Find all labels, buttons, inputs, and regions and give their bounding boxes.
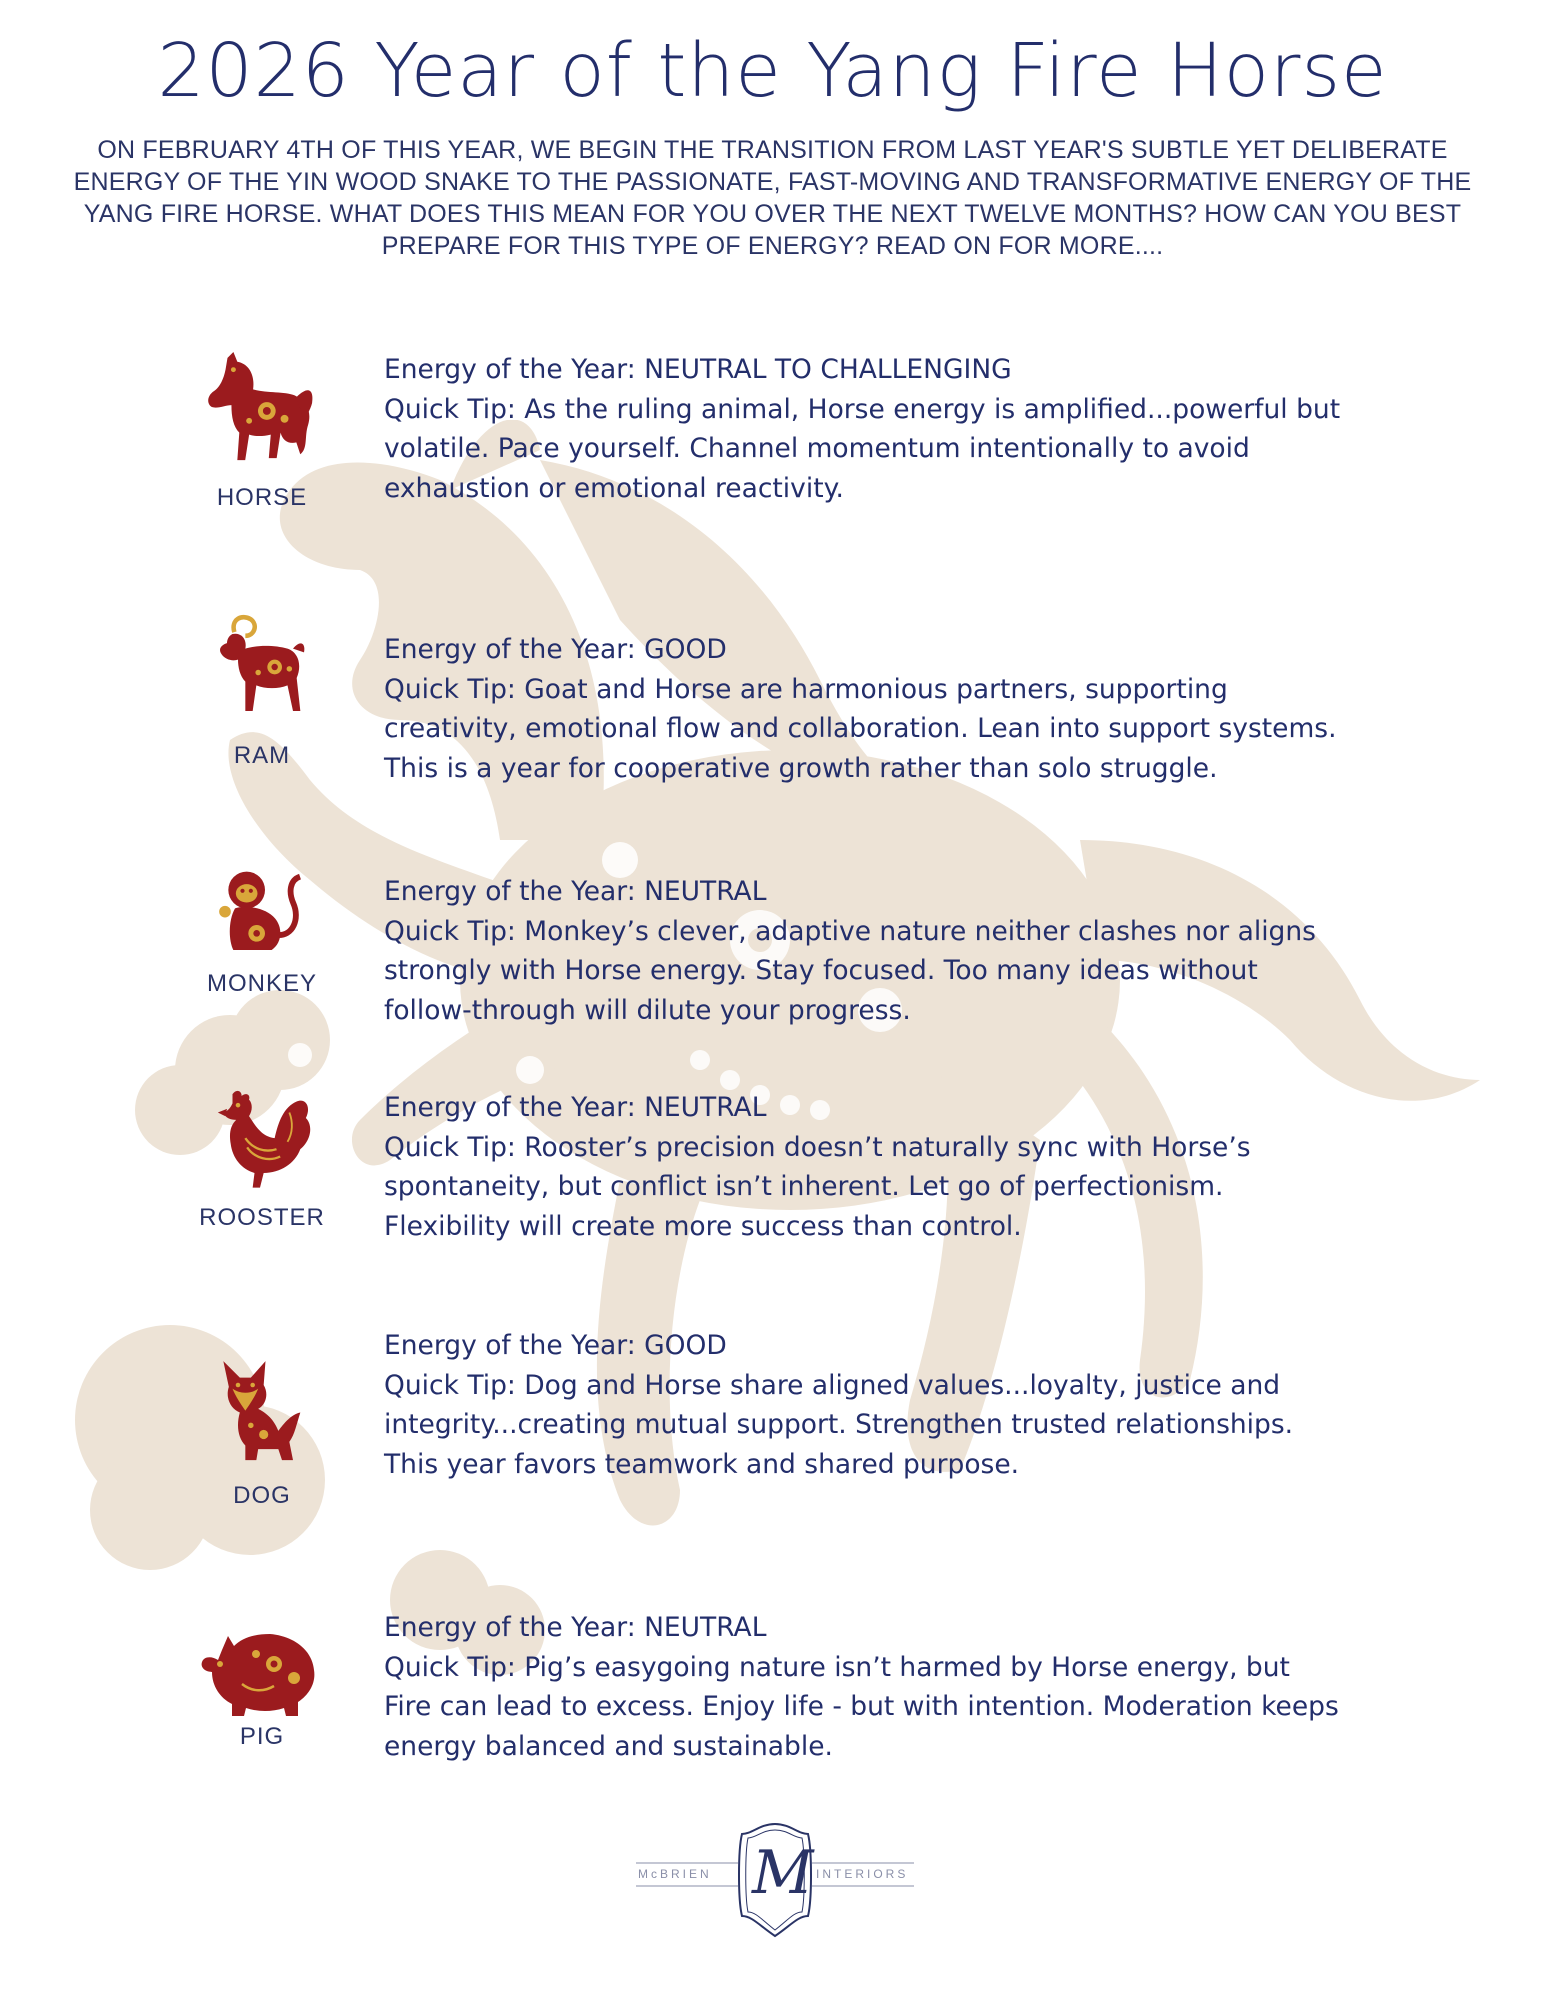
quick-tip: Quick Tip: Rooster’s precision doesn’t naturally sync with Horse’s spontaneity, but conflict isn’t inherent. Let go of perfectionism. Flexibility will create more success than control. (384, 1131, 1251, 1242)
page-title: 2026 Year of the Yang Fire Horse (157, 28, 1388, 114)
intro-paragraph: ON FEBRUARY 4TH OF THIS YEAR, WE BEGIN THE TRANSITION FROM LAST YEAR'S SUBTLE YET DELIBERATE ENERGY OF THE YIN WOOD SNAKE TO THE PASSIONATE, FAST-MOVING AND TRANSFORMATIVE ENERGY OF THE YANG FIRE HORSE. WHAT DOES THIS MEAN FOR YOU OVER THE NEXT TWELVE MONTHS? HOW CAN YOU BEST PREPARE FOR THIS TYPE OF ENERGY? READ ON FOR MORE.... (73, 136, 1472, 260)
logo-monogram: M (752, 1838, 814, 1908)
logo-text-mcbrien: McBRIEN (638, 1867, 712, 1881)
animal-label-monkey: MONKEY (206, 970, 317, 997)
animal-label-dog: DOG (233, 1482, 291, 1509)
mcbrien-interiors-logo (630, 1820, 920, 1940)
quick-tip: Quick Tip: Dog and Horse share aligned values...loyalty, justice and integrity...creating mutual support. Strengthen trusted relationships. This year favors teamwork and shared purpose. (384, 1369, 1294, 1480)
energy-rating: Energy of the Year: NEUTRAL (384, 1612, 767, 1643)
entry-text-rooster (384, 1088, 1344, 1246)
energy-rating: Energy of the Year: NEUTRAL (384, 876, 767, 907)
animal-label-ram: RAM (233, 742, 291, 769)
animal-label-rooster: ROOSTER (199, 1204, 325, 1231)
animal-label-horse: HORSE (216, 484, 308, 511)
rooster-icon (205, 1085, 315, 1195)
horse-icon (198, 350, 316, 468)
entry-text-horse (384, 350, 1344, 508)
energy-rating: Energy of the Year: NEUTRAL TO CHALLENGING (384, 354, 1012, 385)
energy-rating: Energy of the Year: NEUTRAL (384, 1092, 767, 1123)
quick-tip: Quick Tip: Goat and Horse are harmonious partners, supporting creativity, emotional flow and collaboration. Lean into support systems. This is a year for cooperative growth rather than solo struggle. (384, 673, 1337, 784)
entry-text-ram (384, 630, 1344, 788)
monkey-icon (205, 860, 315, 960)
quick-tip: Quick Tip: Monkey’s clever, adaptive nature neither clashes nor aligns strongly with Horse energy. Stay focused. Too many ideas without follow-through will dilute your progress. (384, 915, 1316, 1026)
energy-rating: Energy of the Year: GOOD (384, 634, 727, 665)
animal-label-pig: PIG (239, 1723, 285, 1750)
quick-tip: Quick Tip: As the ruling animal, Horse energy is amplified...powerful but volatile. Pace yourself. Channel momentum intentionally to avoid exhaustion or emotional reactivity. (384, 393, 1341, 504)
entry-text-dog (384, 1326, 1344, 1484)
logo-text-interiors: INTERIORS (816, 1867, 909, 1881)
dog-icon (205, 1355, 315, 1470)
entry-text-pig (384, 1608, 1344, 1766)
energy-rating: Energy of the Year: GOOD (384, 1330, 727, 1361)
pig-icon (196, 1620, 320, 1720)
entry-text-monkey (384, 872, 1344, 1030)
quick-tip: Quick Tip: Pig’s easygoing nature isn’t harmed by Horse energy, but Fire can lead to excess. Enjoy life - but with intention. Moderation keeps energy balanced and sustainable. (384, 1651, 1339, 1762)
ram-icon (205, 612, 315, 722)
